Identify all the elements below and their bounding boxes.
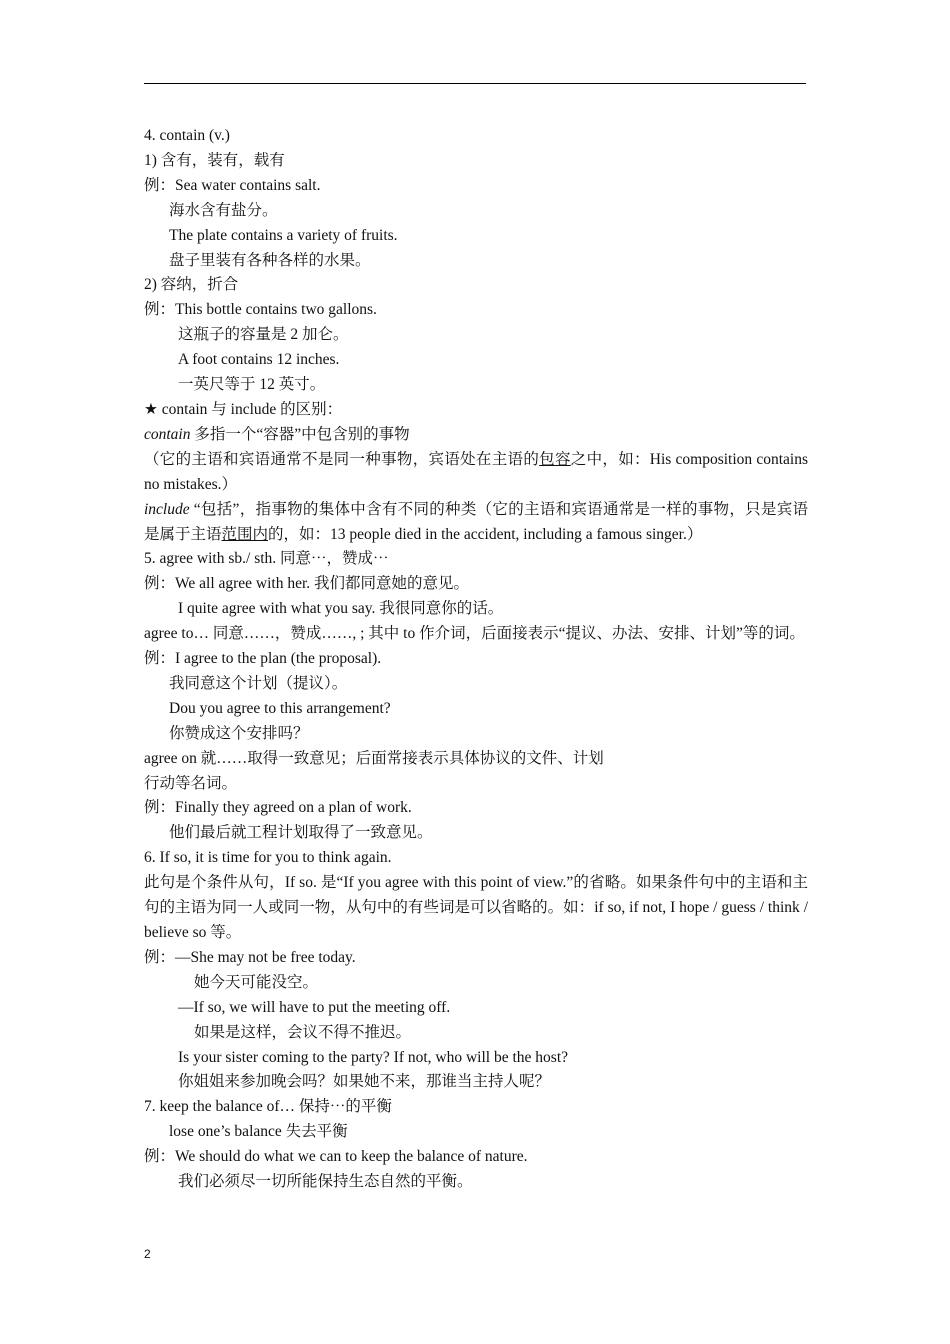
example-translation: 我同意这个计划（提议）。 (169, 674, 348, 692)
section-heading: 5. agree with sb./ sth. 同意⋯，赞成⋯ (144, 550, 389, 568)
example-line: A foot contains 12 inches. (178, 351, 340, 369)
example-translation: 盘子里装有各种各样的水果。 (169, 251, 371, 269)
example-translation: 如果是这样，会议不得不推迟。 (194, 1023, 412, 1041)
example-line: 例：Finally they agreed on a plan of work. (144, 799, 412, 817)
grammar-explanation: 此句是个条件从句，If so. 是“If you agree with this point of view.”的省略。如果条件句中的主语和主句的主语为同一人或同一物，从句中的有些词是可以省略的。如：if so, if not, I hope / guess / think / believe so 等。 (144, 874, 808, 941)
example-translation: 你姐姐来参加晚会吗？如果她不来，那谁当主持人呢？ (178, 1073, 551, 1091)
difference-title: ★ contain 与 include 的区别： (144, 400, 343, 418)
example-line: I quite agree with what you say. 我很同意你的话。 (178, 600, 504, 618)
contain-note (144, 448, 808, 498)
contain-definition (144, 423, 808, 448)
meaning-line: 1) 含有，装有，载有 (144, 151, 285, 169)
agree-on-explanation: 行动等名词。 (144, 774, 238, 792)
example-translation: 他们最后就工程计划取得了一致意见。 (169, 824, 433, 842)
header-rule (144, 83, 806, 84)
example-line: —If so, we will have to put the meeting off. (178, 998, 451, 1016)
example-line: Is your sister coming to the party? If not, who will be the host? (178, 1048, 569, 1066)
example-line: 例：We all agree with her. 我们都同意她的意见。 (144, 575, 470, 593)
contain-term: contain (144, 425, 191, 443)
example-line: 例：Sea water contains salt. (144, 176, 321, 194)
example-line: The plate contains a variety of fruits. (169, 226, 398, 244)
underlined-term: 范围内 (221, 525, 269, 543)
example-line: Dou you agree to this arrangement? (169, 699, 391, 717)
example-line: 例：We should do what we can to keep the balance of nature. (144, 1148, 528, 1166)
agree-on-explanation: agree on 就……取得一致意见；后面常接表示具体协议的文件、计划 (144, 749, 604, 767)
example-line: 例：This bottle contains two gallons. (144, 301, 377, 319)
contain-note-text: 之中，如：His composition contains no mistakes.） (144, 450, 808, 493)
include-def-text: 的，如：13 people died in the accident, including a famous singer.） (268, 525, 703, 543)
agree-to-explanation: agree to… 同意……，赞成……, ; 其中 to 作介词，后面接表示“提议、办法、安排、计划”等的词。 (144, 625, 805, 643)
document-body (144, 124, 808, 1195)
meaning-line: 2) 容纳，折合 (144, 276, 239, 294)
example-translation: 她今天可能没空。 (194, 973, 319, 991)
example-line: 例：I agree to the plan (the proposal). (144, 650, 382, 668)
example-translation: 你赞成这个安排吗？ (169, 724, 309, 742)
phrase-line: lose one’s balance 失去平衡 (169, 1123, 348, 1141)
include-def-text: “包括”，指事物的集体中含有不同的种类（它的主语和宾语通常是一样的事物，只是宾语是属于主语 (144, 500, 808, 543)
contain-def-text: 多指一个“容器”中包含别的事物 (190, 425, 410, 443)
section-heading: 7. keep the balance of… 保持⋯的平衡 (144, 1098, 392, 1116)
example-translation: 我们必须尽一切所能保持生态自然的平衡。 (178, 1173, 473, 1191)
include-definition (144, 498, 808, 548)
example-translation: 海水含有盐分。 (169, 201, 278, 219)
example-translation: 一英尺等于 12 英寸。 (178, 376, 326, 394)
include-term: include (144, 500, 190, 518)
page-number: 2 (144, 1247, 151, 1261)
section-heading: 4. contain (v.) (144, 127, 230, 144)
example-line: 例：—She may not be free today. (144, 948, 356, 966)
contain-note-text: （它的主语和宾语通常不是同一种事物，宾语处在主语的 (144, 450, 540, 468)
example-translation: 这瓶子的容量是 2 加仑。 (178, 326, 349, 344)
underlined-term: 包容 (539, 450, 571, 468)
section-heading: 6. If so, it is time for you to think again. (144, 849, 392, 867)
